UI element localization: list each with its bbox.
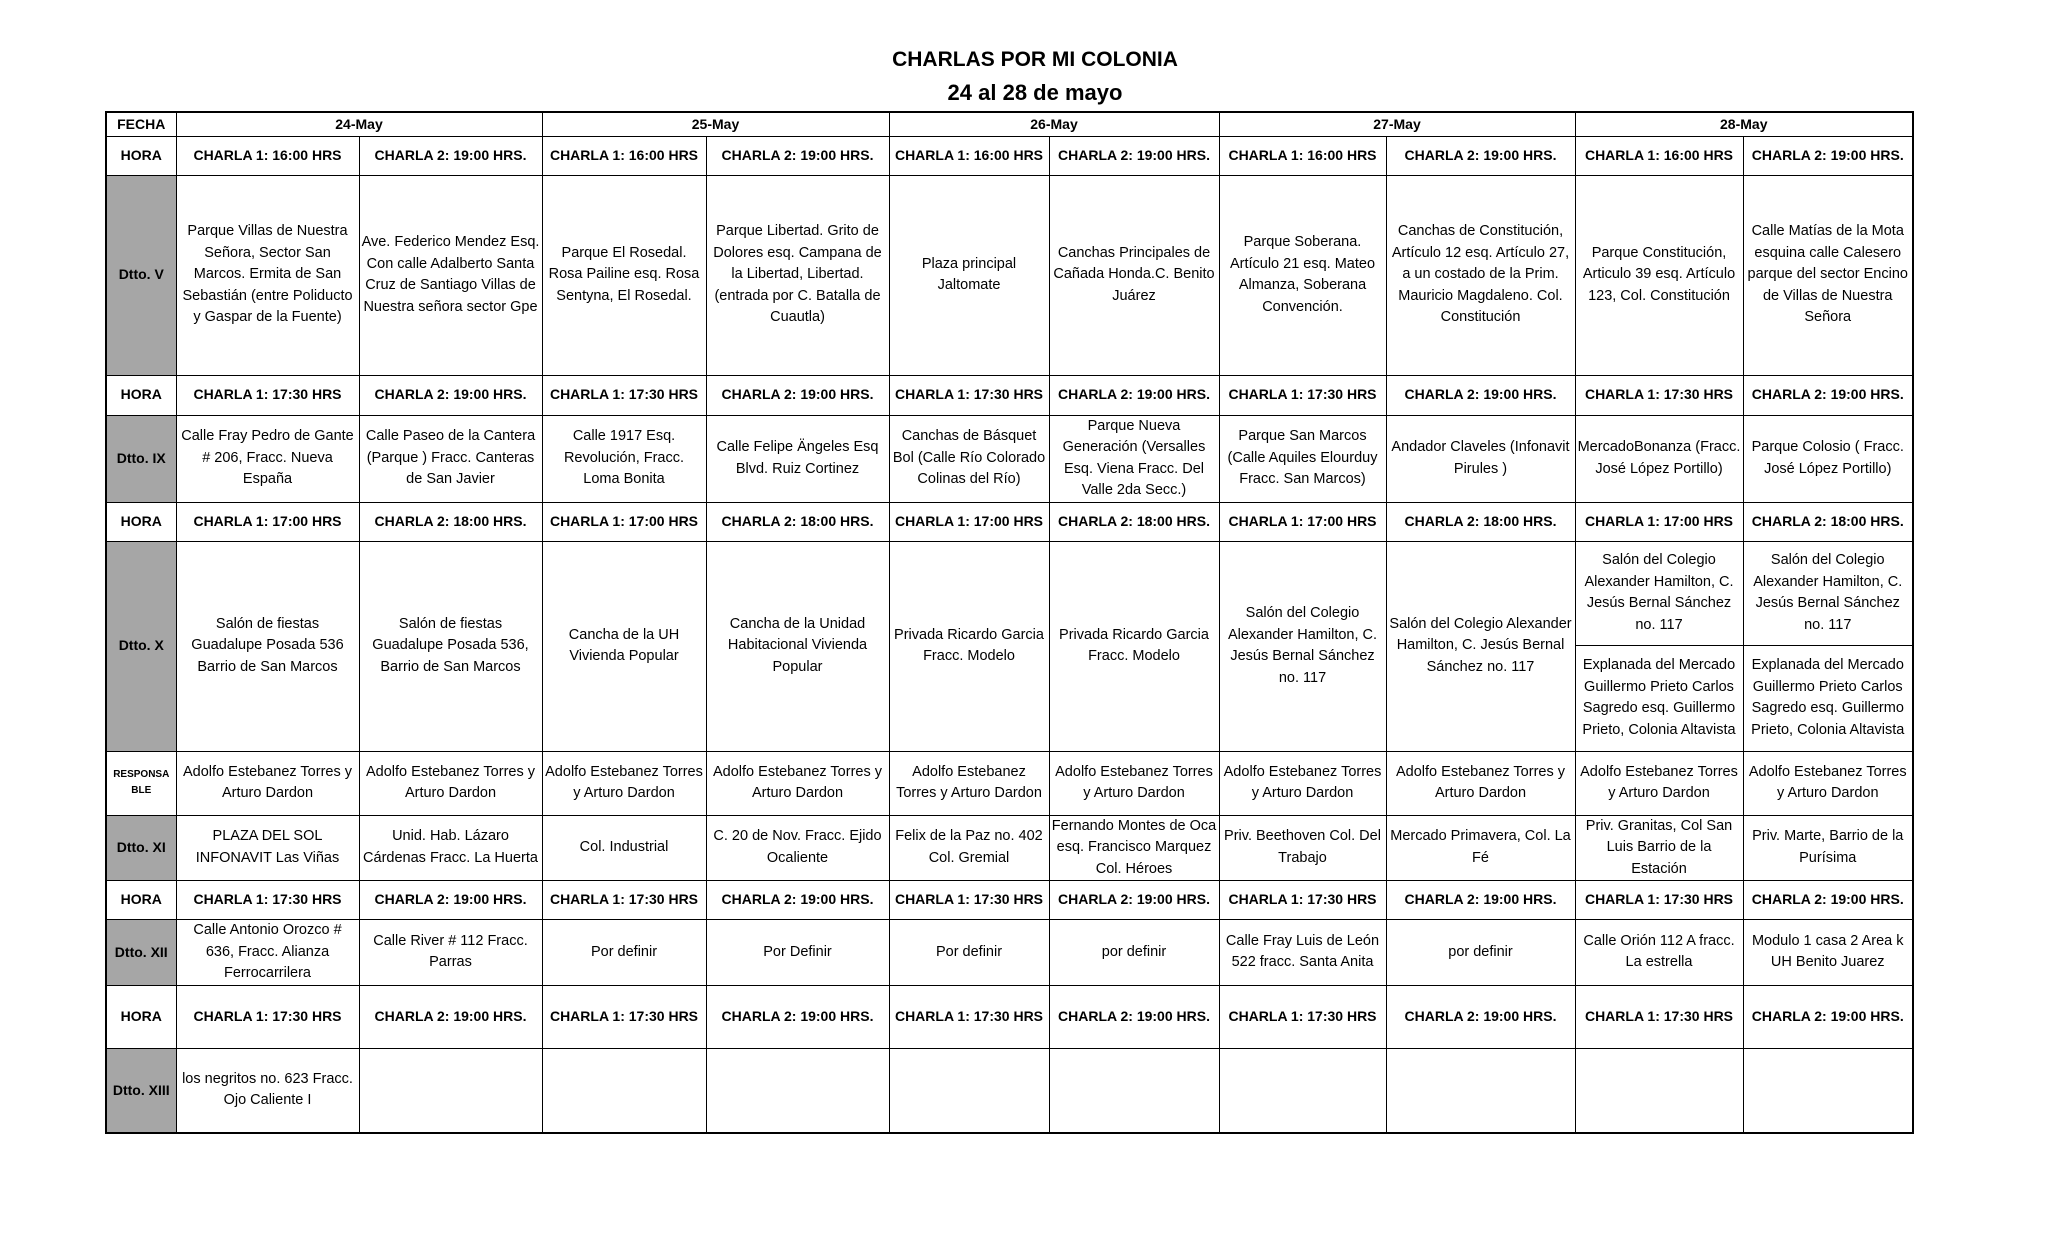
location-cell: Mercado Primavera, Col. La Fé (1386, 815, 1575, 881)
hora-cell: CHARLA 1: 17:30 HRS (542, 881, 706, 920)
hora-cell: CHARLA 1: 17:30 HRS (1575, 881, 1743, 920)
hora-label: HORA (106, 985, 176, 1048)
hora-cell: CHARLA 1: 17:30 HRS (1219, 985, 1386, 1048)
hora-cell: CHARLA 1: 17:30 HRS (1219, 881, 1386, 920)
hora-cell: CHARLA 1: 17:30 HRS (176, 375, 359, 415)
location-cell: Salón del Colegio Alexander Hamilton, C. Jesús Bernal Sánchez no. 117 (1743, 541, 1913, 645)
table-row (106, 375, 1913, 415)
hora-cell: CHARLA 2: 18:00 HRS. (706, 502, 889, 541)
location-cell: Calle Antonio Orozco # 636, Fracc. Alianza Ferrocarrilera (176, 920, 359, 986)
hora-cell: CHARLA 2: 19:00 HRS. (1049, 881, 1219, 920)
location-cell (1743, 1048, 1913, 1133)
hora-label: HORA (106, 375, 176, 415)
district-label: Dtto. X (106, 541, 176, 751)
date-header: 25-May (542, 112, 889, 136)
document-title: CHARLAS POR MI COLONIA (892, 48, 1178, 71)
location-cell: Fernando Montes de Oca esq. Francisco Marquez Col. Héroes (1049, 815, 1219, 881)
table-row (106, 751, 1913, 815)
responsable-label (106, 751, 176, 815)
location-cell (1049, 1048, 1219, 1133)
hora-cell: CHARLA 1: 17:30 HRS (1575, 985, 1743, 1048)
location-cell: Parque Libertad. Grito de Dolores esq. Campana de la Libertad, Libertad. (entrada por C. Batalla de Cuautla) (706, 175, 889, 375)
hora-cell: CHARLA 2: 19:00 HRS. (1743, 881, 1913, 920)
date-header: 26-May (889, 112, 1219, 136)
hora-cell: CHARLA 1: 17:30 HRS (889, 881, 1049, 920)
location-cell: Ave. Federico Mendez Esq. Con calle Adalberto Santa Cruz de Santiago Villas de Nuestra señora sector Gpe (359, 175, 542, 375)
location-cell: Cancha de la Unidad Habitacional Vivienda Popular (706, 541, 889, 751)
hora-cell: CHARLA 1: 17:00 HRS (1575, 502, 1743, 541)
location-cell: Privada Ricardo Garcia Fracc. Modelo (1049, 541, 1219, 751)
table-row (106, 502, 1913, 541)
hora-cell: CHARLA 1: 17:30 HRS (889, 375, 1049, 415)
location-cell: Felix de la Paz no. 402 Col. Gremial (889, 815, 1049, 881)
responsable-cell: Adolfo Estebanez Torres y Arturo Dardon (889, 751, 1049, 815)
location-cell (359, 1048, 542, 1133)
location-cell: Parque Constitución, Articulo 39 esq. Artículo 123, Col. Constitución (1575, 175, 1743, 375)
responsable-cell: Adolfo Estebanez Torres y Arturo Dardon (1575, 751, 1743, 815)
location-cell: Salón del Colegio Alexander Hamilton, C. Jesús Bernal Sánchez no. 117 (1575, 541, 1743, 645)
location-cell: Col. Industrial (542, 815, 706, 881)
location-cell: Andador Claveles (Infonavit Pirules ) (1386, 415, 1575, 502)
location-cell: Calle 1917 Esq. Revolución, Fracc. Loma Bonita (542, 415, 706, 502)
location-cell: MercadoBonanza (Fracc. José López Portillo) (1575, 415, 1743, 502)
responsable-cell: Adolfo Estebanez Torres y Arturo Dardon (359, 751, 542, 815)
location-cell: Parque Villas de Nuestra Señora, Sector San Marcos. Ermita de San Sebastián (entre Poliducto y Gaspar de la Fuente) (176, 175, 359, 375)
hora-cell: CHARLA 1: 16:00 HRS (1219, 136, 1386, 175)
hora-cell: CHARLA 2: 19:00 HRS. (1743, 375, 1913, 415)
hora-cell: CHARLA 2: 19:00 HRS. (359, 375, 542, 415)
location-cell: por definir (1386, 920, 1575, 986)
location-cell: Parque San Marcos (Calle Aquiles Elourduy Fracc. San Marcos) (1219, 415, 1386, 502)
hora-cell: CHARLA 2: 18:00 HRS. (1049, 502, 1219, 541)
responsable-cell: Adolfo Estebanez Torres y Arturo Dardon (1049, 751, 1219, 815)
district-label: Dtto. V (106, 175, 176, 375)
location-cell (1575, 1048, 1743, 1133)
hora-cell: CHARLA 1: 17:30 HRS (542, 375, 706, 415)
district-label: Dtto. XI (106, 815, 176, 881)
table-row (106, 541, 1913, 645)
fecha-header: FECHA (106, 112, 176, 136)
date-header: 28-May (1575, 112, 1913, 136)
location-cell: C. 20 de Nov. Fracc. Ejido Ocaliente (706, 815, 889, 881)
location-cell: por definir (1049, 920, 1219, 986)
hora-cell: CHARLA 2: 19:00 HRS. (1386, 881, 1575, 920)
hora-label: HORA (106, 136, 176, 175)
location-cell: Canchas de Básquet Bol (Calle Río Colorado Colinas del Río) (889, 415, 1049, 502)
location-cell: Privada Ricardo Garcia Fracc. Modelo (889, 541, 1049, 751)
hora-cell: CHARLA 1: 17:30 HRS (176, 985, 359, 1048)
responsable-cell: Adolfo Estebanez Torres y Arturo Dardon (1386, 751, 1575, 815)
hora-cell: CHARLA 1: 16:00 HRS (889, 136, 1049, 175)
district-label: Dtto. XIII (106, 1048, 176, 1133)
location-cell: Calle Fray Pedro de Gante # 206, Fracc. Nueva España (176, 415, 359, 502)
hora-cell: CHARLA 2: 19:00 HRS. (1049, 375, 1219, 415)
responsable-cell: Adolfo Estebanez Torres y Arturo Dardon (542, 751, 706, 815)
table-row (106, 136, 1913, 175)
table-row (106, 881, 1913, 920)
hora-cell: CHARLA 2: 19:00 HRS. (359, 985, 542, 1048)
location-cell: Modulo 1 casa 2 Area k UH Benito Juarez (1743, 920, 1913, 986)
district-label: Dtto. IX (106, 415, 176, 502)
location-cell (889, 1048, 1049, 1133)
hora-cell: CHARLA 2: 19:00 HRS. (359, 136, 542, 175)
location-cell: Priv. Marte, Barrio de la Purísima (1743, 815, 1913, 881)
hora-cell: CHARLA 2: 19:00 HRS. (706, 985, 889, 1048)
location-cell: Parque Colosio ( Fracc. José López Portillo) (1743, 415, 1913, 502)
location-cell: Salón de fiestas Guadalupe Posada 536 Barrio de San Marcos (176, 541, 359, 751)
location-cell: Cancha de la UH Vivienda Popular (542, 541, 706, 751)
location-cell: Explanada del Mercado Guillermo Prieto Carlos Sagredo esq. Guillermo Prieto, Colonia Altavista (1575, 645, 1743, 751)
location-cell: Canchas Principales de Cañada Honda.C. Benito Juárez (1049, 175, 1219, 375)
location-cell: los negritos no. 623 Fracc. Ojo Caliente I (176, 1048, 359, 1133)
location-cell: PLAZA DEL SOL INFONAVIT Las Viñas (176, 815, 359, 881)
location-cell: Priv. Granitas, Col San Luis Barrio de la Estación (1575, 815, 1743, 881)
schedule-table (105, 111, 1914, 1134)
location-cell: Priv. Beethoven Col. Del Trabajo (1219, 815, 1386, 881)
hora-cell: CHARLA 1: 17:00 HRS (542, 502, 706, 541)
location-cell: Salón del Colegio Alexander Hamilton, C. Jesús Bernal Sánchez no. 117 (1386, 541, 1575, 751)
location-cell: Calle Paseo de la Cantera (Parque ) Fracc. Canteras de San Javier (359, 415, 542, 502)
hora-cell: CHARLA 1: 16:00 HRS (176, 136, 359, 175)
location-cell: Unid. Hab. Lázaro Cárdenas Fracc. La Huerta (359, 815, 542, 881)
date-header: 24-May (176, 112, 542, 136)
responsable-label-line1: RESPONSA (113, 769, 170, 780)
hora-cell: CHARLA 2: 19:00 HRS. (1386, 375, 1575, 415)
responsable-cell: Adolfo Estebanez Torres y Arturo Dardon (176, 751, 359, 815)
district-label: Dtto. XII (106, 920, 176, 986)
location-cell: Calle Orión 112 A fracc. La estrella (1575, 920, 1743, 986)
hora-cell: CHARLA 2: 19:00 HRS. (706, 136, 889, 175)
hora-cell: CHARLA 2: 19:00 HRS. (1743, 985, 1913, 1048)
hora-cell: CHARLA 2: 19:00 HRS. (1386, 136, 1575, 175)
hora-cell: CHARLA 1: 17:30 HRS (542, 985, 706, 1048)
location-cell: Salón del Colegio Alexander Hamilton, C. Jesús Bernal Sánchez no. 117 (1219, 541, 1386, 751)
location-cell (1386, 1048, 1575, 1133)
location-cell: Por Definir (706, 920, 889, 986)
location-cell: Calle Matías de la Mota esquina calle Calesero parque del sector Encino de Villas de Nuestra Señora (1743, 175, 1913, 375)
location-cell: Por definir (542, 920, 706, 986)
responsable-cell: Adolfo Estebanez Torres y Arturo Dardon (706, 751, 889, 815)
location-cell: Explanada del Mercado Guillermo Prieto Carlos Sagredo esq. Guillermo Prieto, Colonia Altavista (1743, 645, 1913, 751)
hora-cell: CHARLA 2: 18:00 HRS. (1386, 502, 1575, 541)
hora-cell: CHARLA 2: 18:00 HRS. (359, 502, 542, 541)
table-row (106, 920, 1913, 986)
hora-cell: CHARLA 2: 19:00 HRS. (1743, 136, 1913, 175)
table-row (106, 415, 1913, 502)
location-cell (706, 1048, 889, 1133)
responsable-label-line2: BLE (131, 785, 152, 796)
responsable-cell: Adolfo Estebanez Torres y Arturo Dardon (1219, 751, 1386, 815)
location-cell (542, 1048, 706, 1133)
location-cell: Calle Fray Luis de León 522 fracc. Santa Anita (1219, 920, 1386, 986)
hora-cell: CHARLA 1: 16:00 HRS (542, 136, 706, 175)
table-row (106, 1048, 1913, 1133)
hora-cell: CHARLA 1: 16:00 HRS (1575, 136, 1743, 175)
table-row (106, 175, 1913, 375)
location-cell (1219, 1048, 1386, 1133)
date-header: 27-May (1219, 112, 1575, 136)
table-row (106, 815, 1913, 881)
location-cell: Plaza principal Jaltomate (889, 175, 1049, 375)
hora-cell: CHARLA 1: 17:30 HRS (1219, 375, 1386, 415)
hora-cell: CHARLA 1: 17:30 HRS (889, 985, 1049, 1048)
hora-cell: CHARLA 1: 17:00 HRS (176, 502, 359, 541)
responsable-cell: Adolfo Estebanez Torres y Arturo Dardon (1743, 751, 1913, 815)
hora-cell: CHARLA 1: 17:30 HRS (1575, 375, 1743, 415)
location-cell: Parque Nueva Generación (Versalles Esq. Viena Fracc. Del Valle 2da Secc.) (1049, 415, 1219, 502)
location-cell: Salón de fiestas Guadalupe Posada 536, Barrio de San Marcos (359, 541, 542, 751)
hora-cell: CHARLA 2: 19:00 HRS. (359, 881, 542, 920)
location-cell: Calle River # 112 Fracc. Parras (359, 920, 542, 986)
table-row (106, 112, 1913, 136)
hora-cell: CHARLA 2: 18:00 HRS. (1743, 502, 1913, 541)
location-cell: Calle Felipe Ängeles Esq Blvd. Ruiz Cortinez (706, 415, 889, 502)
hora-label: HORA (106, 881, 176, 920)
table-row (106, 985, 1913, 1048)
location-cell: Parque El Rosedal. Rosa Pailine esq. Rosa Sentyna, El Rosedal. (542, 175, 706, 375)
hora-cell: CHARLA 2: 19:00 HRS. (1049, 136, 1219, 175)
hora-cell: CHARLA 1: 17:00 HRS (889, 502, 1049, 541)
hora-cell: CHARLA 2: 19:00 HRS. (706, 881, 889, 920)
hora-cell: CHARLA 1: 17:30 HRS (176, 881, 359, 920)
hora-label: HORA (106, 502, 176, 541)
location-cell: Canchas de Constitución, Artículo 12 esq. Artículo 27, a un costado de la Prim. Mauricio Magdaleno. Col. Constitución (1386, 175, 1575, 375)
document-subtitle: 24 al 28 de mayo (947, 80, 1123, 105)
hora-cell: CHARLA 2: 19:00 HRS. (1049, 985, 1219, 1048)
hora-cell: CHARLA 2: 19:00 HRS. (706, 375, 889, 415)
hora-cell: CHARLA 2: 19:00 HRS. (1386, 985, 1575, 1048)
hora-cell: CHARLA 1: 17:00 HRS (1219, 502, 1386, 541)
location-cell: Parque Soberana. Artículo 21 esq. Mateo Almanza, Soberana Convención. (1219, 175, 1386, 375)
location-cell: Por definir (889, 920, 1049, 986)
